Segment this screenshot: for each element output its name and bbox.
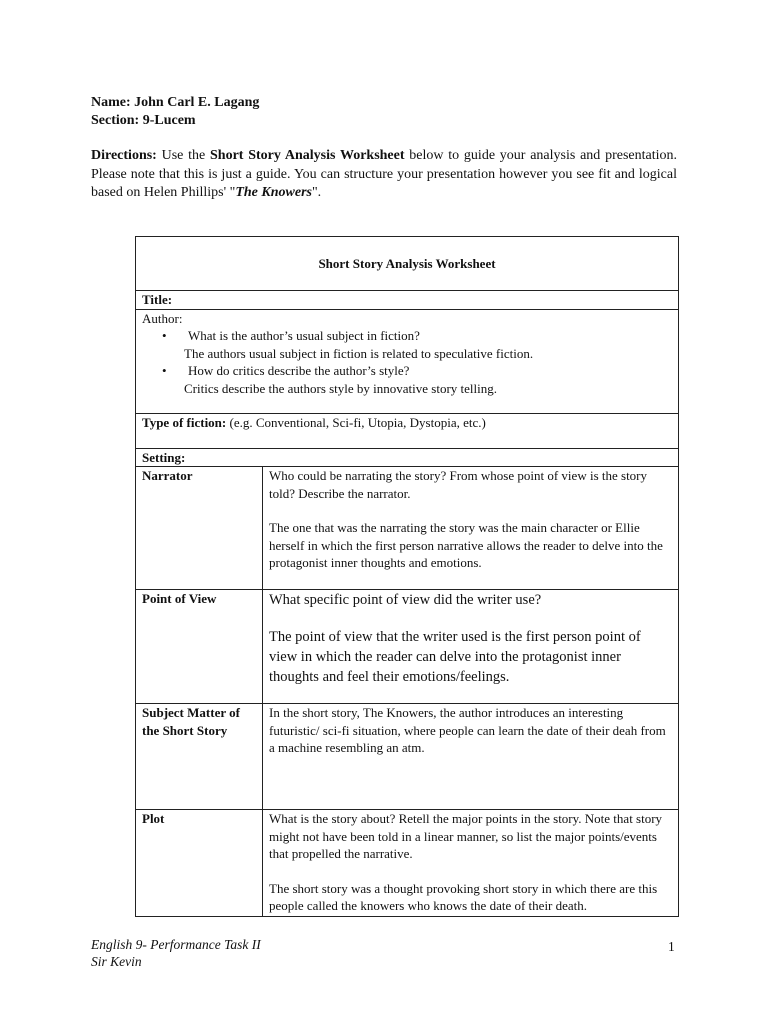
worksheet-name: Short Story Analysis Worksheet [210, 148, 405, 163]
footer-course: English 9- Performance Task II [91, 937, 261, 952]
student-name: Name: John Carl E. Lagang [91, 95, 260, 110]
directions-text-1: Use the [156, 148, 211, 163]
type-of-fiction-hint: (e.g. Conventional, Sci-fi, Utopia, Dystopia, etc.) [226, 414, 486, 430]
title-label: Title: [142, 292, 173, 307]
subject-matter-answer: In the short story, The Knowers, the author introduces an interesting futuristic/ sci-fi situation, where people can learn the date of their deah from a machine resembling an atm. [269, 705, 666, 755]
narrator-label: Narrator [142, 468, 193, 483]
author-answer-1: The authors usual subject in fiction is related to speculative fiction. [184, 345, 534, 361]
author-answer-2: Critics describe the authors style by innovative story telling. [184, 380, 498, 396]
point-of-view-label: Point of View [142, 591, 217, 606]
author-row [136, 309, 679, 413]
analysis-worksheet-table [135, 236, 679, 917]
plot-question: What is the story about? Retell the major points in the story. Note that story might not have been told in a linear manner, so list the major points/events that propelled the narrative. [269, 811, 663, 861]
setting-label: Setting: [142, 449, 186, 465]
plot-label: Plot [142, 811, 165, 826]
narrator-row [136, 467, 679, 590]
narrator-answer: The one that was the narrating the story was the main character or Ellie herself in which the first person narrative allows the reader to delve into the protagonist inner thoughts and emotions. [269, 520, 663, 570]
point-of-view-question: What specific point of view did the writer use? [269, 592, 542, 608]
student-section: Section: 9-Lucem [91, 113, 196, 128]
plot-answer: The short story was a thought provoking short story in which there are this people called the knowers who knows the date of their death. [269, 880, 658, 913]
title-row [136, 291, 679, 310]
directions-label: Directions: [91, 148, 157, 163]
subject-matter-label: Subject Matter of the Short Story [142, 705, 240, 738]
plot-row [136, 810, 679, 917]
setting-row [136, 448, 679, 467]
directions-text-3: ". [311, 185, 322, 200]
type-of-fiction-row [136, 413, 679, 448]
worksheet-title-row [136, 237, 679, 291]
type-of-fiction-label: Type of fiction: [142, 414, 227, 430]
author-question-2: • How do critics describe the author’s style? [162, 363, 410, 378]
point-of-view-answer: The point of view that the writer used is the first person point of view in which the reader can delve into the protagonist inner thoughts and feel their emotions/feelings. [269, 629, 641, 685]
author-questions-list [142, 327, 672, 345]
directions-paragraph [91, 147, 677, 203]
narrator-question: Who could be narrating the story? From whose point of view is the story told? Describe the narrator. [269, 468, 648, 501]
footer-course-info [91, 936, 261, 970]
author-label: Author: [142, 310, 183, 326]
page-number: 1 [668, 939, 675, 954]
point-of-view-row [136, 590, 679, 704]
bullet-icon: • [162, 328, 167, 343]
directions-text-2: below to guide your analysis and presentation. Please note that this is just a guide. You can structure your presentation however you see fit and logical based on Helen Phillips' " [91, 148, 677, 200]
footer-teacher: Sir Kevin [91, 954, 142, 969]
subject-matter-row [136, 704, 679, 810]
bullet-icon: • [162, 363, 167, 378]
story-title: The Knowers [235, 185, 312, 200]
worksheet-title: Short Story Analysis Worksheet [136, 237, 679, 291]
author-question-1: • What is the author’s usual subject in fiction? [162, 328, 420, 343]
